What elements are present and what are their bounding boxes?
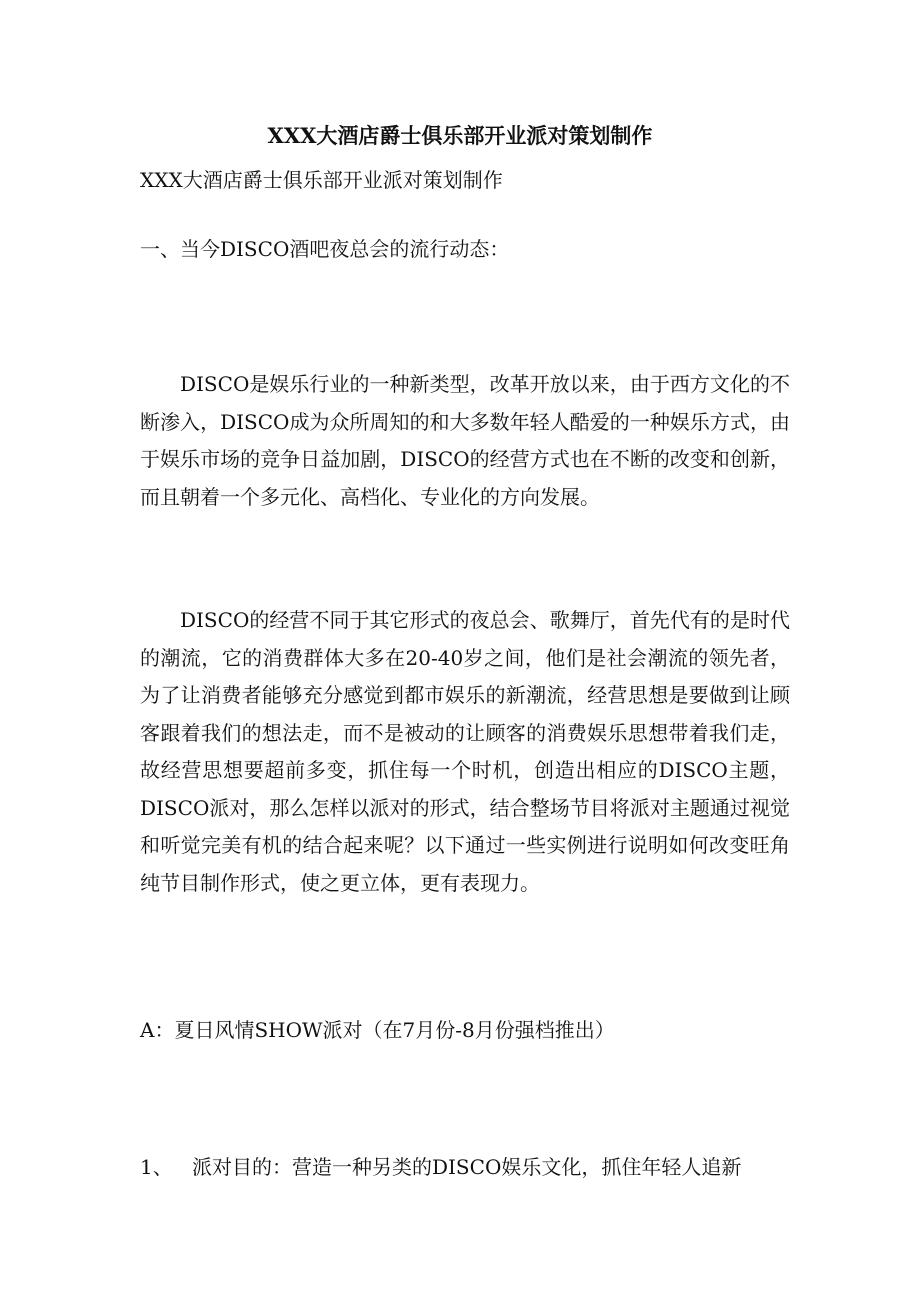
list-item-text: 派对目的：营造一种另类的DISCO娱乐文化，抓住年轻人追新 <box>192 1155 742 1179</box>
list-item-party-purpose <box>140 1150 800 1184</box>
list-item-number: 1、 <box>140 1155 173 1179</box>
document-title: XXX大酒店爵士俱乐部开业派对策划制作 <box>267 123 653 148</box>
section-heading-trends: 一、当今DISCO酒吧夜总会的流行动态： <box>140 237 510 261</box>
document-subtitle: XXX大酒店爵士俱乐部开业派对策划制作 <box>140 168 503 192</box>
section-heading-summer-show: A：夏日风情SHOW派对（在7月份-8月份强档推出） <box>140 1018 615 1042</box>
paragraph-disco-operation: DISCO的经营不同于其它形式的夜总会、歌舞厅，首先代有的是时代的潮流，它的消费群体大多在20-40岁之间，他们是社会潮流的领先者，为了让消费者能够充分感觉到都市娱乐的新潮流，经营思想是要做到让顾客跟着我们的想法走，而不是被动的让顾客的消费娱乐思想带着我们走，故经营思想要超前多变，抓住每一个时机，创造出相应的DISCO主题，DISCO派对，那么怎样以派对的形式，结合整场节目将派对主题通过视觉和听觉完美有机的结合起来呢？以下通过一些实例进行说明如何改变旺角纯节目制作形式，使之更立体，更有表现力。 <box>140 608 790 895</box>
paragraph-disco-intro: DISCO是娱乐行业的一种新类型，改革开放以来，由于西方文化的不断渗入，DISCO成为众所周知的和大多数年轻人酷爱的一种娱乐方式，由于娱乐市场的竞争日益加剧，DISCO的经营方式也在不断的改变和创新，而且朝着一个多元化、高档化、专业化的方向发展。 <box>140 372 790 509</box>
